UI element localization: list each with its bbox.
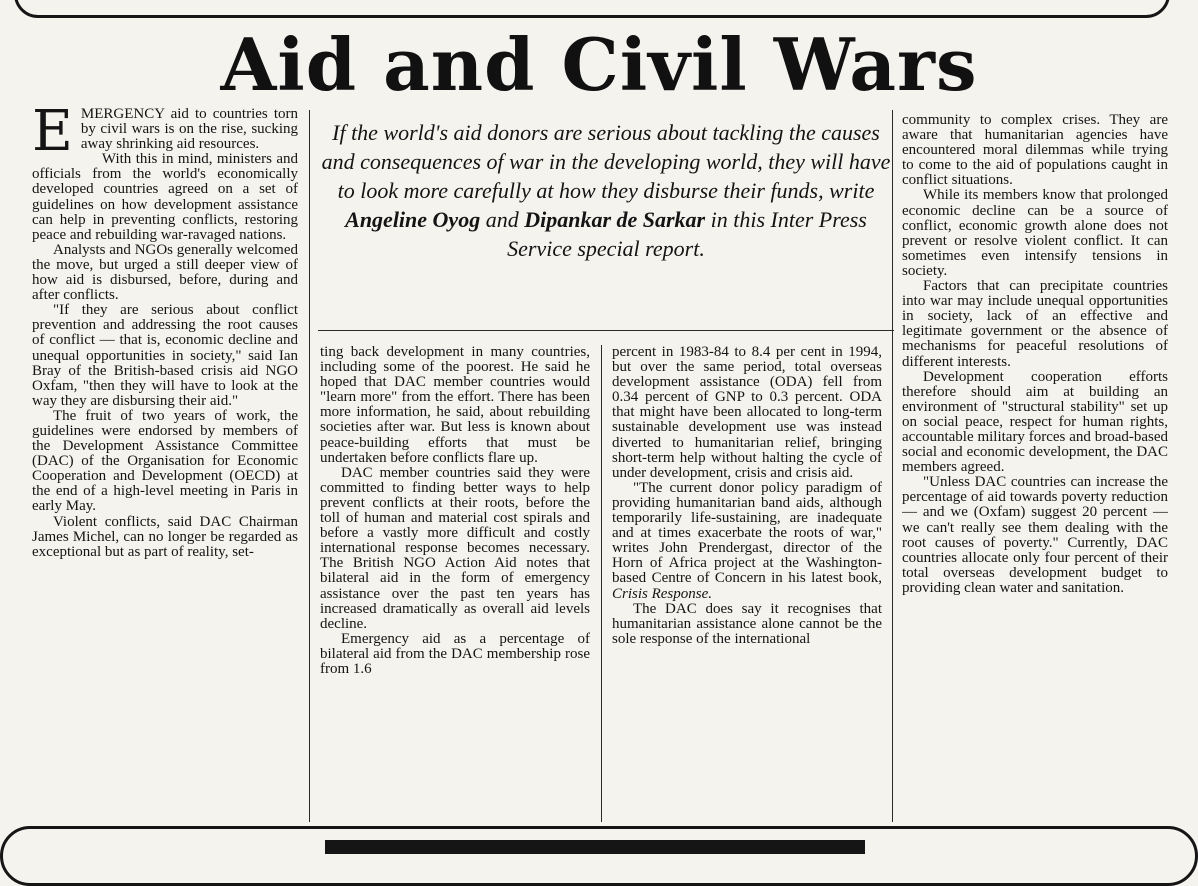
article-column-3 xyxy=(612,345,882,823)
drop-cap: E xyxy=(32,107,73,164)
paragraph: The fruit of two years of work, the guidelines were endorsed by members of the Development Assistance Committee (DAC) of the Organisation for Economic Cooperation and Development (OECD) at the end of a high-level meeting in Paris in early May. xyxy=(32,407,298,515)
paragraph: With this in mind, ministers and officials from the world's economically developed countries agreed on a set of guidelines on how development assistance can help in preventing conflicts, restoring peace and rebuilding war-ravaged nations. xyxy=(32,151,298,243)
paragraph: "If they are serious about conflict prevention and addressing the root causes of conflict — that is, economic decline and unequal opportunities in society," said Ian Bray of the British-based crisis aid NGO Oxfam, "then they will have to look at the way they are disbursing their aid." xyxy=(32,302,298,409)
column-rule-3 xyxy=(892,110,893,822)
deck-text-2: in this Inter Press Service special report. xyxy=(507,207,867,261)
top-border-box xyxy=(14,0,1170,18)
paragraph: DAC member countries said they were committed to finding better ways to help prevent conflicts at their roots, before the toll of human and material cost spirals and before a vastly more difficult and costly international response becomes necessary. The British NGO Action Aid notes that bilateral aid in the form of emergency assistance over the past ten years has increased dramatically as overall aid levels decline. xyxy=(320,464,590,632)
paragraph: Factors that can precipitate countries into war may include unequal opportunities in society, lack of an effective and legitimate government or the absence of mechanisms for peaceful resolutions of different interests. xyxy=(902,278,1168,370)
book-title: Crisis Response. xyxy=(612,585,713,602)
paragraph xyxy=(32,107,298,164)
paragraph-text: "The current donor policy paradigm of providing humanitarian band aids, although temporarily life-sustaining, are inadequate and at times exacerbate the roots of war," writes John Prendergast, director of the Horn of Africa project at the Washington-based Centre of Concern in his latest book, xyxy=(612,479,882,587)
paragraph: Development cooperation efforts therefore should aim at building an environment of "structural stability" set up on social peace, respect for human rights, accountable military forces and broad-based social and economic development, the DAC members agreed. xyxy=(902,368,1168,476)
deck-and: and xyxy=(480,207,525,232)
bottom-black-bar xyxy=(325,840,865,854)
paragraph xyxy=(612,481,882,602)
paragraph: While its members know that prolonged economic decline can be a source of conflict, economic growth alone does not prevent or resolve violent conflict. It can sometimes even intensify tensions in society. xyxy=(902,187,1168,279)
paragraph: percent in 1983-84 to 8.4 per cent in 1994, but over the same period, total overseas development assistance (ODA) fell from 0.34 percent of GNP to 0.3 percent. ODA that might have been allocated to long-term sustainable development use was instead diverted to humanitarian relief, bringing short-term help without halting the cycle of under development, crisis and crisis aid. xyxy=(612,345,882,481)
article-deck xyxy=(318,118,894,263)
column-rule-1 xyxy=(309,110,310,822)
deck-text-1: If the world's aid donors are serious about tackling the causes and consequences of war in the developing world, they will have to look more carefully at how they disburse their funds, write xyxy=(321,120,891,203)
article-column-1 xyxy=(32,107,298,825)
deck-divider xyxy=(318,330,894,331)
headline: Aid and Civil Wars xyxy=(220,22,978,107)
paragraph: The DAC does say it recognises that humanitarian assistance alone cannot be the sole response of the international xyxy=(612,600,882,647)
paragraph: community to complex crises. They are aware that humanitarian agencies have encountered moral dilemmas while trying to come to the aid of populations caught in conflict situations. xyxy=(902,113,1168,189)
article-column-2 xyxy=(320,345,590,823)
paragraph: Analysts and NGOs generally welcomed the move, but urged a still deeper view of how aid is disbursed, before, during and after conflicts. xyxy=(32,241,298,304)
paragraph: "Unless DAC countries can increase the percentage of aid towards poverty reduction — and we (Oxfam) suggest 20 percent — we can't really see them dealing with the root causes of poverty." Currently, DAC countries allocate only four percent of their total overseas development budget to providing clean water and sanitation. xyxy=(902,474,1168,596)
paragraph-text: MERGENCY aid to countries torn by civil wars is on the rise, sucking away shrinking aid resources. xyxy=(80,107,298,153)
deck-author-1: Angeline Oyog xyxy=(345,207,481,232)
column-rule-2 xyxy=(601,345,602,822)
paragraph: Emergency aid as a percentage of bilateral aid from the DAC membership rose from 1.6 xyxy=(320,630,590,677)
deck-author-2: Dipankar de Sarkar xyxy=(524,207,706,232)
left-page-margin xyxy=(0,0,16,826)
paragraph: ting back development in many countries, including some of the poorest. He said he hoped that DAC member countries would "learn more" from the effort. There has been more information, he said, about rebuilding societies after war. But less is known about peace-building efforts that must be undertaken before conflicts flare up. xyxy=(320,345,590,466)
paragraph: Violent conflicts, said DAC Chairman James Michel, can no longer be regarded as exceptional but as part of reality, set- xyxy=(32,513,298,560)
bottom-border-box xyxy=(0,826,1198,886)
article-column-4 xyxy=(902,113,1168,825)
